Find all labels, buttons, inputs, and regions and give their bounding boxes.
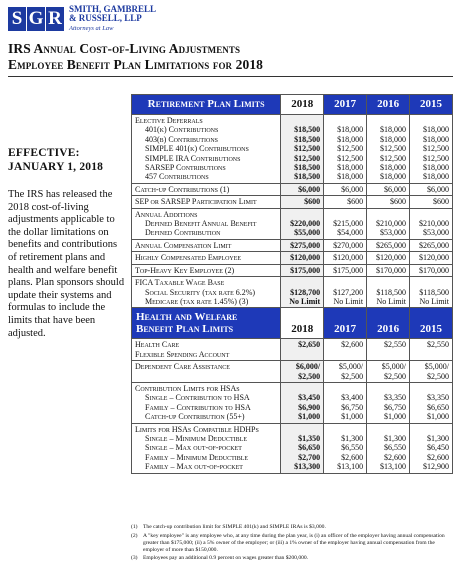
value-line: $5,000/ (424, 362, 449, 372)
group-item-label: Family – Minimum Deductible (145, 452, 249, 462)
row-label (132, 115, 281, 184)
spacer (327, 278, 363, 287)
header-label-line: Retirement Plan Limits (147, 98, 265, 110)
limit-value: $600 (367, 196, 410, 208)
effective-date (8, 146, 126, 174)
item-value: $210,000 (376, 219, 407, 229)
footnote-number: (2) (131, 532, 138, 539)
limit-value: $265,000 (367, 239, 410, 251)
effective-value: JANUARY 1, 2018 (8, 161, 104, 173)
group-item-label: Defined Benefit Annual Benefit (145, 219, 257, 229)
footnotes (131, 524, 453, 564)
item-value: $128,700 (290, 287, 321, 297)
year-column-header: 2015 (410, 95, 453, 115)
title-divider (8, 76, 453, 77)
footnote-text: The catch-up contribution limit for SIMPLE 401(k) and SIMPLE IRAs is $3,000. (143, 524, 326, 530)
limit-value: $6,000 (367, 183, 410, 195)
spacer (413, 210, 449, 219)
item-value: $55,000 (294, 228, 321, 238)
item-value: $12,500 (337, 144, 364, 154)
group-item-label: Social Security (tax rate 6.2%) (145, 287, 256, 297)
limit-value: $175,000 (281, 264, 324, 276)
logo-letter: G (28, 8, 44, 29)
item-value: $18,500 (294, 172, 321, 182)
limit-value (281, 208, 324, 239)
title-line1: IRS Annual Cost-of-Living Adjustments (8, 41, 241, 56)
item-value: $18,000 (337, 172, 364, 182)
spacer (284, 116, 320, 125)
item-value: $6,450 (427, 443, 449, 453)
group-item-label: SIMPLE 401(k) Contributions (145, 144, 249, 154)
spacer (413, 425, 449, 434)
limit-value (367, 382, 410, 423)
value-line: $5,000/ (338, 362, 364, 372)
value-line: $2,600 (341, 340, 364, 350)
group-item-label: 457 Contributions (145, 172, 209, 182)
spacer (370, 116, 406, 125)
year-column-header: 2017 (324, 95, 367, 115)
spacer (284, 278, 320, 287)
item-value: $1,350 (298, 433, 321, 443)
spacer (370, 384, 406, 393)
table-header-label (132, 95, 281, 115)
table-header-row (132, 308, 453, 339)
limit-value: $600 (324, 196, 367, 208)
row-label: Catch-up Contributions (1) (132, 183, 281, 195)
item-value: $118,500 (419, 287, 449, 297)
limit-value: $6,000 (324, 183, 367, 195)
limit-value (367, 277, 410, 308)
footnote-text: Employees pay an additional 0.9 percent on wages greater than $200,000. (143, 555, 309, 561)
limit-value (410, 115, 453, 184)
item-value: $3,450 (298, 393, 321, 403)
spacer (370, 210, 406, 219)
limit-value (281, 361, 324, 383)
group-item-label: 403(b) Contributions (145, 134, 218, 144)
row-label: SEP or SARSEP Participation Limit (132, 196, 281, 208)
item-value: $2,700 (298, 452, 321, 462)
item-value: $1,300 (427, 433, 449, 443)
group-heading: Contribution Limits for HSAs (135, 383, 240, 393)
value-line: $2,500 (298, 371, 321, 381)
item-value: No Limit (333, 296, 364, 306)
item-value: $13,100 (380, 462, 407, 472)
item-value: No Limit (419, 296, 449, 306)
item-value: $12,500 (380, 144, 407, 154)
item-value: $118,500 (376, 287, 407, 297)
group-item-label: Single – Minimum Deductible (145, 433, 247, 443)
item-value: $6,650 (427, 402, 449, 412)
limit-value (367, 339, 410, 361)
table-row (132, 277, 453, 308)
item-value: $18,000 (380, 134, 407, 144)
row-label: Annual Compensation Limit (132, 239, 281, 251)
limit-value: $120,000 (410, 252, 453, 264)
limit-value: $600 (410, 196, 453, 208)
item-value: $18,000 (423, 163, 449, 173)
spacer (327, 384, 363, 393)
year-column-header: 2018 (281, 308, 324, 339)
limit-value: $265,000 (410, 239, 453, 251)
limit-value: $120,000 (324, 252, 367, 264)
group-item-label: Single – Contribution to HSA (145, 393, 250, 403)
effective-label: EFFECTIVE: (8, 147, 80, 159)
limit-value: $170,000 (410, 264, 453, 276)
table-row (132, 361, 453, 383)
item-value: $1,300 (341, 433, 364, 443)
firm-name-line1: SMITH, GAMBRELL (69, 4, 157, 14)
table-row (132, 339, 453, 361)
row-label (132, 339, 281, 361)
spacer (327, 425, 363, 434)
item-value: $53,000 (380, 228, 407, 238)
item-value: $18,000 (380, 163, 407, 173)
item-value: $18,000 (337, 163, 364, 173)
limit-value (324, 208, 367, 239)
limit-value (367, 115, 410, 184)
item-value: $12,500 (423, 144, 449, 154)
limit-value (281, 339, 324, 361)
limit-value (281, 423, 324, 473)
item-value: $1,000 (427, 412, 449, 422)
table-header-label (132, 308, 281, 339)
table-row (132, 115, 453, 184)
table-row (132, 264, 453, 276)
value-line: $2,550 (384, 340, 407, 350)
item-value: $6,550 (384, 443, 407, 453)
table-row (132, 252, 453, 264)
item-value: $127,200 (333, 287, 364, 297)
value-line: $2,500 (341, 371, 364, 381)
group-item-label: Medicare (tax rate 1.45%) (3) (145, 296, 249, 306)
footnote (131, 524, 453, 531)
limit-value: $120,000 (281, 252, 324, 264)
table-row (132, 239, 453, 251)
item-value: $18,000 (337, 125, 364, 135)
item-value: $13,300 (294, 462, 321, 472)
item-value: $54,000 (337, 228, 364, 238)
limit-value (281, 115, 324, 184)
item-value: $18,000 (380, 172, 407, 182)
table-row (132, 208, 453, 239)
row-label (132, 361, 281, 383)
item-value: $215,000 (333, 219, 364, 229)
limit-value (410, 339, 453, 361)
table-row (132, 196, 453, 208)
year-column-header: 2016 (367, 308, 410, 339)
spacer (413, 116, 449, 125)
item-value: $18,000 (337, 134, 364, 144)
spacer (370, 425, 406, 434)
item-value: $18,000 (423, 172, 449, 182)
row-label-line: Flexible Spending Account (135, 349, 230, 359)
firm-logo (8, 6, 156, 32)
item-value: $2,600 (384, 452, 407, 462)
footnote-number: (1) (131, 524, 138, 530)
item-value: $1,000 (341, 412, 364, 422)
limit-value (410, 382, 453, 423)
footnote (131, 555, 453, 562)
item-value: $3,350 (427, 393, 449, 403)
item-value: $1,300 (384, 433, 407, 443)
spacer (413, 384, 449, 393)
limit-value (367, 423, 410, 473)
limit-value: $600 (281, 196, 324, 208)
row-label: Top-Heavy Key Employee (2) (132, 264, 281, 276)
item-value: $1,000 (384, 412, 407, 422)
group-item-label: 401(k) Contributions (145, 125, 219, 135)
group-heading: Limits for HSAs Compatible HDHPs (135, 424, 259, 434)
value-line: $2,500 (384, 371, 407, 381)
group-item-label: Family – Max out-of-pocket (145, 462, 243, 472)
year-column-header: 2016 (367, 95, 410, 115)
value-line: $2,500 (427, 371, 449, 381)
table-row (132, 382, 453, 423)
limit-value (324, 382, 367, 423)
item-value: $6,750 (384, 402, 407, 412)
logo-mark (8, 7, 65, 31)
logo-text (69, 5, 156, 33)
spacer (284, 384, 320, 393)
header-label-line: Benefit Plan Limits (136, 323, 234, 336)
row-label-line: Health Care (135, 340, 180, 350)
limit-value: $120,000 (367, 252, 410, 264)
limit-value (324, 115, 367, 184)
limit-value (281, 277, 324, 308)
value-line: $2,550 (427, 340, 449, 350)
group-heading: Elective Deferrals (135, 116, 203, 125)
firm-tagline: Attorneys at Law (69, 25, 114, 32)
limits-table-body (132, 95, 453, 474)
item-value: $2,600 (341, 452, 364, 462)
limit-value (367, 208, 410, 239)
item-value: No Limit (376, 296, 407, 306)
item-value: $210,000 (419, 219, 449, 229)
spacer (284, 425, 320, 434)
item-value: $12,500 (294, 153, 321, 163)
item-value: $1,000 (298, 412, 321, 422)
limit-value (410, 277, 453, 308)
limit-value: $175,000 (324, 264, 367, 276)
row-label (132, 208, 281, 239)
item-value: $53,000 (423, 228, 449, 238)
table-header-row (132, 95, 453, 115)
item-value: $13,100 (337, 462, 364, 472)
year-column-header: 2017 (324, 308, 367, 339)
item-value: $12,500 (380, 153, 407, 163)
item-value: $3,400 (341, 393, 364, 403)
item-value: $6,750 (341, 402, 364, 412)
limit-value (281, 382, 324, 423)
left-column (8, 146, 126, 340)
spacer (284, 210, 320, 219)
limit-value (410, 423, 453, 473)
row-label: Highly Compensated Employee (132, 252, 281, 264)
limit-value: $275,000 (281, 239, 324, 251)
item-value: $12,500 (337, 153, 364, 163)
description-paragraph: The IRS has released the 2018 cost-of-living adjustments applicable to the dollar limitations on benefits and contributions of retirement plans and health and welfare benefit plans. Plan sponsors should update their systems and formulas to include the limits that have been adjusted. (8, 189, 125, 339)
table-row (132, 183, 453, 195)
logo-letter: S (8, 7, 26, 31)
item-value: $18,500 (294, 163, 321, 173)
logo-letter: R (46, 7, 64, 31)
group-item-label: Defined Contribution (145, 228, 221, 238)
header-label-line: Health and Welfare (136, 311, 238, 324)
group-heading: Annual Additions (135, 209, 198, 219)
value-line: $6,000/ (295, 362, 321, 372)
footnote (131, 533, 453, 554)
row-label (132, 277, 281, 308)
row-label (132, 382, 281, 423)
page-title (8, 41, 453, 73)
item-value: $12,900 (423, 462, 449, 472)
limit-value (410, 361, 453, 383)
footnote-number: (3) (131, 555, 138, 561)
item-value: $18,000 (423, 125, 449, 135)
group-item-label: Single – Max out-of-pocket (145, 443, 242, 453)
limit-value (367, 361, 410, 383)
item-value: $6,900 (298, 402, 321, 412)
limit-value: $170,000 (367, 264, 410, 276)
group-item-label: Catch-up Contribution (55+) (145, 412, 245, 422)
spacer (370, 278, 406, 287)
item-value: $18,000 (423, 134, 449, 144)
row-label-line: Dependent Care Assistance (135, 362, 230, 372)
table-row (132, 423, 453, 473)
item-value: $18,000 (380, 125, 407, 135)
limit-value: $6,000 (410, 183, 453, 195)
group-item-label: SIMPLE IRA Contributions (145, 153, 241, 163)
item-value: $18,500 (294, 134, 321, 144)
value-line: $2,650 (298, 340, 321, 350)
limit-value (324, 277, 367, 308)
spacer (327, 210, 363, 219)
spacer (327, 116, 363, 125)
limit-value: $270,000 (324, 239, 367, 251)
limits-table (131, 94, 453, 474)
limit-value (324, 423, 367, 473)
group-item-label: Family – Contribution to HSA (145, 402, 251, 412)
item-value: $220,000 (290, 219, 321, 229)
item-value: $2,600 (427, 452, 449, 462)
value-line: $5,000/ (381, 362, 407, 372)
item-value: No Limit (289, 296, 321, 306)
limit-value (324, 361, 367, 383)
spacer (413, 278, 449, 287)
item-value: $18,500 (294, 125, 321, 135)
row-label (132, 423, 281, 473)
limit-value: $6,000 (281, 183, 324, 195)
group-item-label: SARSEP Contributions (145, 163, 226, 173)
item-value: $6,550 (341, 443, 364, 453)
limit-value (324, 339, 367, 361)
item-value: $3,350 (384, 393, 407, 403)
limit-value (410, 208, 453, 239)
item-value: $12,500 (294, 144, 321, 154)
footnote-text: A "key employee" is any employee who, at any time during the plan year, is (i) an officer of the employer having annual compensation greater than $175,000; (ii) a 5% owner of the employer; or (iii) a 1% owner of the employer having annual compensation from the employer of more than $150,000. (143, 532, 445, 553)
title-line2: Employee Benefit Plan Limitations for 2018 (8, 57, 264, 72)
year-column-header: 2015 (410, 308, 453, 339)
year-column-header: 2018 (281, 95, 324, 115)
item-value: $6,650 (298, 443, 321, 453)
item-value: $12,500 (423, 153, 449, 163)
group-heading: FICA Taxable Wage Base (135, 278, 225, 288)
firm-name-line2: & RUSSELL, LLP (69, 13, 142, 23)
